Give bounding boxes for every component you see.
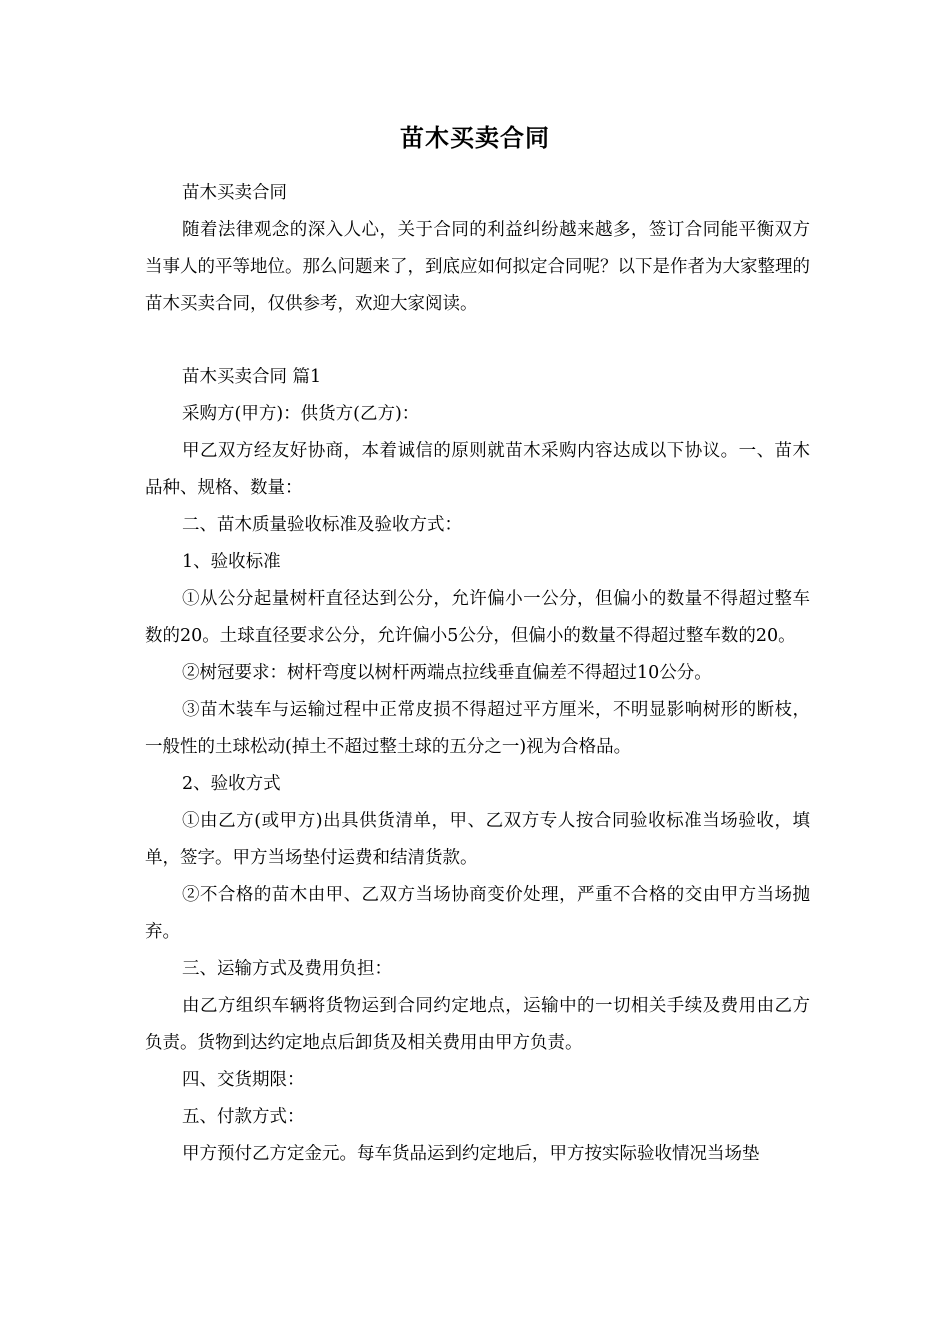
paragraph-agreement: 甲乙双方经友好协商，本着诚信的原则就苗木采购内容达成以下协议。一、苗木品种、规格、数量： (145, 441, 810, 498)
paragraph-clause-2-2: 2、验收方式 (182, 774, 281, 794)
paragraph-item-4: ①由乙方(或甲方)出具供货清单，甲、乙双方专人按合同验收标准当场验收，填单，签字。甲方当场垫付运费和结清货款。 (145, 811, 810, 868)
paragraph-clause-2: 二、苗木质量验收标准及验收方式： (182, 515, 462, 535)
document-body (145, 175, 810, 1173)
paragraph-parties: 采购方(甲方)：供货方(乙方)： (182, 404, 420, 424)
paragraph-intro: 随着法律观念的深入人心，关于合同的利益纠纷越来越多，签订合同能平衡双方当事人的平等地位。那么问题来了，到底应如何拟定合同呢？以下是作者为大家整理的苗木买卖合同，仅供参考，欢迎大家阅读。 (145, 220, 810, 314)
paragraph-item-3: ③苗木装车与运输过程中正常皮损不得超过平方厘米，不明显影响树形的断枝，一般性的土球松动(掉土不超过整土球的五分之一)视为合格品。 (145, 700, 810, 757)
paragraph-payment: 甲方预付乙方定金元。每车货品运到约定地后，甲方按实际验收情况当场垫 (182, 1144, 760, 1164)
paragraph-clause-2-1: 1、验收标准 (182, 552, 281, 572)
paragraph-clause-3: 三、运输方式及费用负担： (182, 959, 392, 979)
paragraph-heading: 苗木买卖合同 (182, 183, 287, 203)
paragraph-section-heading: 苗木买卖合同 篇1 (182, 367, 322, 387)
paragraph-transport: 由乙方组织车辆将货物运到合同约定地点，运输中的一切相关手续及费用由乙方负责。货物到达约定地点后卸货及相关费用由甲方负责。 (145, 996, 810, 1053)
paragraph-item-1: ①从公分起量树杆直径达到公分，允许偏小一公分，但偏小的数量不得超过整车数的20。土球直径要求公分，允许偏小5公分，但偏小的数量不得超过整车数的20。 (145, 589, 810, 646)
document-title: 苗木买卖合同 (400, 123, 550, 152)
paragraph-item-2: ②树冠要求：树杆弯度以树杆两端点拉线垂直偏差不得超过10公分。 (182, 663, 712, 683)
paragraph-item-5: ②不合格的苗木由甲、乙双方当场协商变价处理，严重不合格的交由甲方当场抛弃。 (145, 885, 810, 942)
paragraph-clause-5: 五、付款方式： (182, 1107, 305, 1127)
paragraph-clause-4: 四、交货期限： (182, 1070, 305, 1090)
